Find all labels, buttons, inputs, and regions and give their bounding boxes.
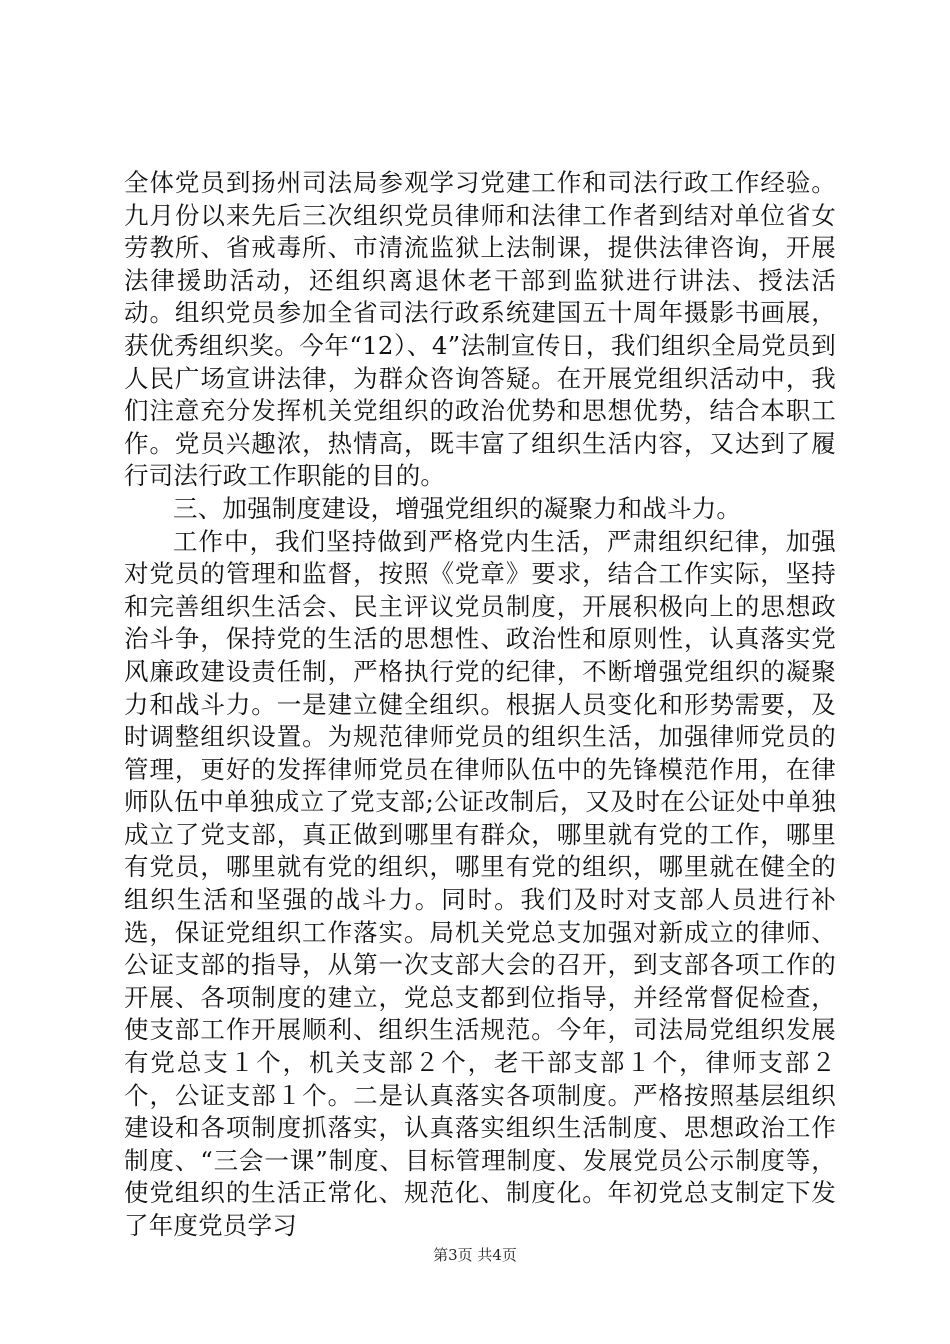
- page-footer: [0, 1244, 950, 1265]
- page-number-label: 第3页 共4页: [433, 1246, 517, 1264]
- paragraph-1: 全体党员到扬州司法局参观学习党建工作和司法行政工作经验。九月份以来先后三次组织党员律师和法律工作者到结对单位省女劳教所、省戒毒所、市清流监狱上法制课，提供法律咨询，开展法律援助活动，还组织离退休老干部到监狱进行讲法、授法活动。组织党员参加全省司法行政系统建国五十周年摄影书画展，获优秀组织奖。今年“12）、4”法制宣传日，我们组织全局党员到人民广场宣讲法律，为群众咨询答疑。在开展党组织活动中，我们注意充分发挥机关党组织的政治优势和思想优势，结合本职工作。党员兴趣浓，热情高，既丰富了组织生活内容，又达到了履行司法行政工作职能的目的。: [124, 168, 836, 491]
- paragraph-3: 工作中，我们坚持做到严格党内生活，严肃组织纪律，加强对党员的管理和监督，按照《党章》要求，结合工作实际，坚持和完善组织生活会、民主评议党员制度，开展积极向上的思想政治斗争，保持党的生活的思想性、政治性和原则性，认真落实党风廉政建设责任制，严格执行党的纪律，不断增强党组织的凝聚力和战斗力。一是建立健全组织。根据人员变化和形势需要，及时调整组织设置。为规范律师党员的组织生活，加强律师党员的管理，更好的发挥律师党员在律师队伍中的先锋模范作用，在律师队伍中单独成立了党支部;公证改制后，又及时在公证处中单独成立了党支部，真正做到哪里有群众，哪里就有党的工作，哪里有党员，哪里就有党的组织，哪里有党的组织，哪里就在健全的组织生活和坚强的战斗力。同时。我们及时对支部人员进行补选，保证党组织工作落实。局机关党总支加强对新成立的律师、公证支部的指导，从第一次支部大会的召开，到支部各项工作的开展、各项制度的建立，党总支都到位指导，并经常督促检查，使支部工作开展顺利、组织生活规范。今年，司法局党组织发展有党总支１个，机关支部２个，老干部支部１个，律师支部２个，公证支部１个。二是认真落实各项制度。严格按照基层组织建设和各项制度抓落实，认真落实组织生活制度、思想政治工作制度、“三会一课”制度、目标管理制度、发展党员公示制度等，使党组织的生活正常化、规范化、制度化。年初党总支制定下发了年度党员学习: [124, 526, 836, 1240]
- section-heading: 三、加强制度建设，增强党组织的凝聚力和战斗力。: [173, 493, 742, 523]
- document-body: [124, 167, 836, 1243]
